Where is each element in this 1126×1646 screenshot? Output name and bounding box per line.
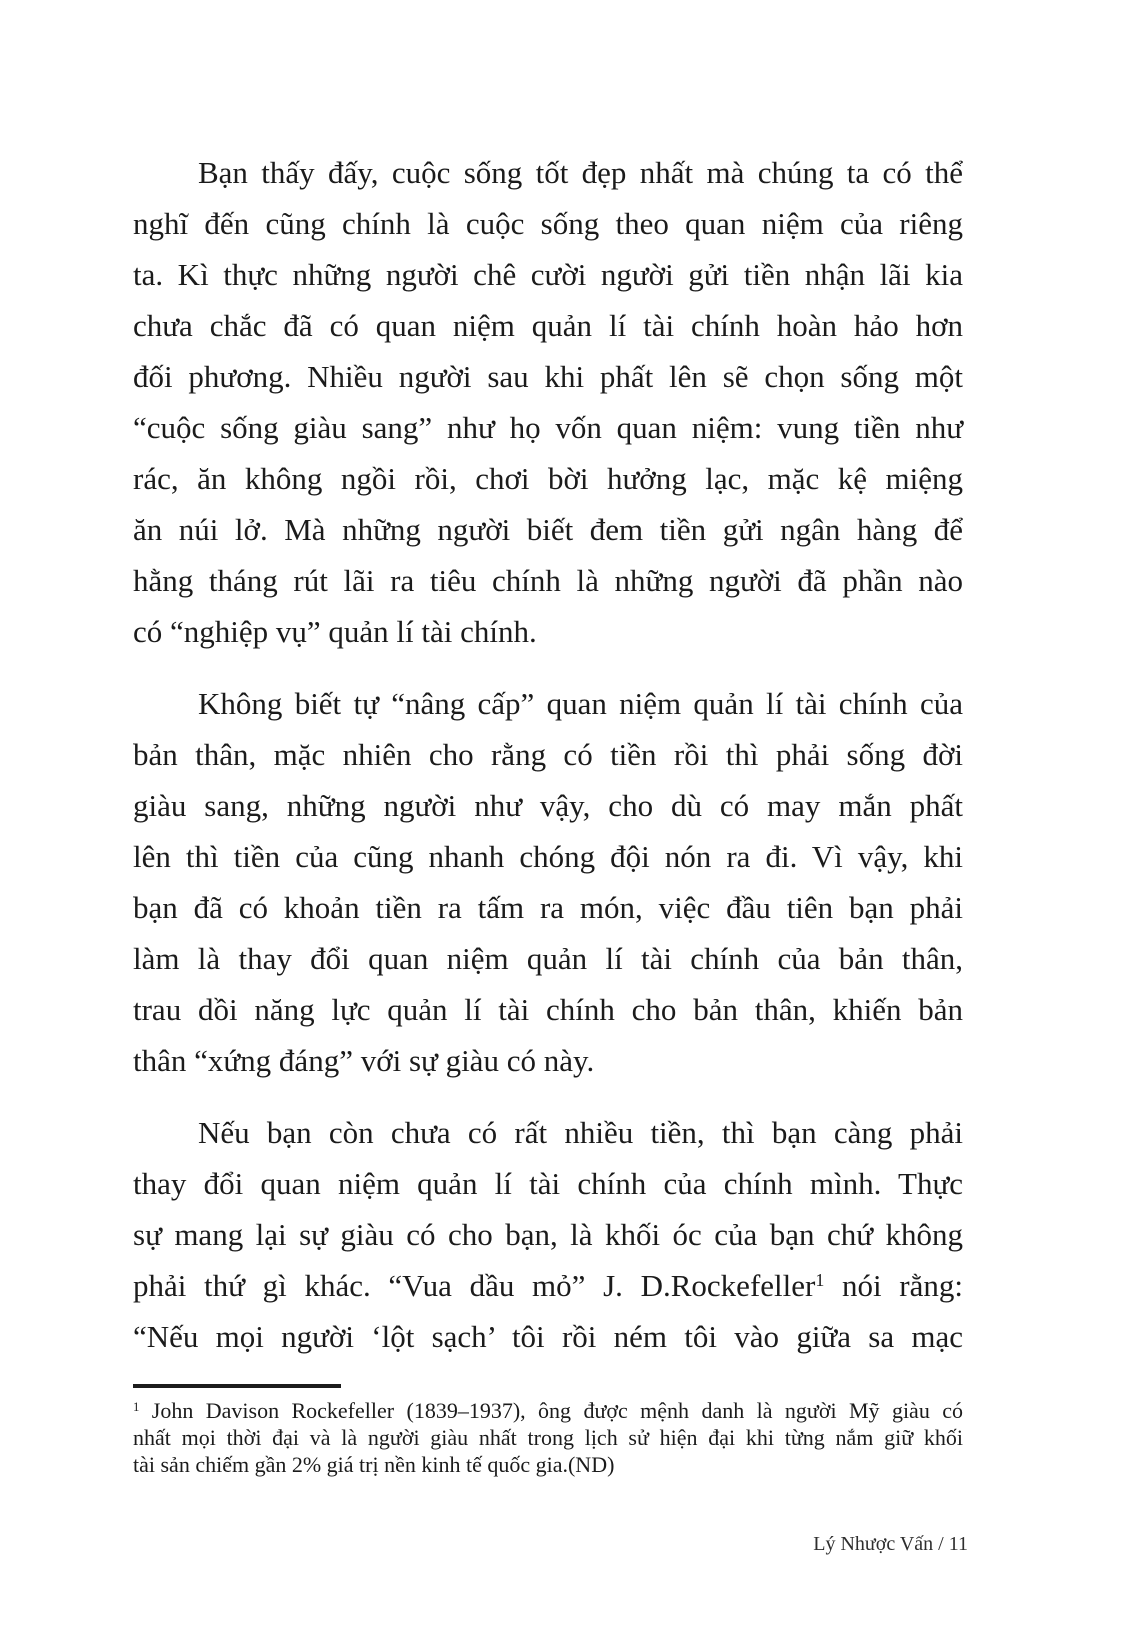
text-line: làm là thay đổi quan niệm quản lí tài chính của bản thân, bbox=[133, 941, 963, 976]
text-line: nghĩ đến cũng chính là cuộc sống theo quan niệm của riêng bbox=[133, 206, 963, 241]
text-line: bạn đã có khoản tiền ra tấm ra món, việc đầu tiên bạn phải bbox=[133, 890, 963, 925]
text-line: Không biết tự “nâng cấp” quan niệm quản lí tài chính của bbox=[198, 686, 963, 721]
text-line: ăn núi lở. Mà những người biết đem tiền gửi ngân hàng để bbox=[133, 512, 963, 547]
text-line: hằng tháng rút lãi ra tiêu chính là những người đã phần nào bbox=[133, 563, 963, 598]
body-text bbox=[133, 147, 963, 1478]
text-line: giàu sang, những người như vậy, cho dù có may mắn phất bbox=[133, 788, 963, 823]
footnote-reference: 1 bbox=[815, 1270, 825, 1291]
text-line: đối phương. Nhiều người sau khi phất lên sẽ chọn sống một bbox=[133, 359, 963, 394]
footnote-line bbox=[133, 1397, 963, 1424]
text-line: có “nghiệp vụ” quản lí tài chính. bbox=[133, 614, 537, 649]
footnote-marker: 1 bbox=[133, 1399, 140, 1414]
text-line: “cuộc sống giàu sang” như họ vốn quan niệm: vung tiền như bbox=[133, 410, 963, 445]
text-segment: phải thứ gì khác. “Vua dầu mỏ” J. D.Rockefeller bbox=[133, 1268, 816, 1303]
text-line: bản thân, mặc nhiên cho rằng có tiền rồi thì phải sống đời bbox=[133, 737, 963, 772]
text-segment: John Davison Rockefeller (1839–1937), ông được mệnh danh là người Mỹ giàu có bbox=[139, 1398, 963, 1423]
footnote-separator bbox=[133, 1384, 341, 1388]
footnote-line: nhất mọi thời đại và là người giàu nhất trong lịch sử hiện đại khi từng nắm giữ khối bbox=[133, 1425, 963, 1450]
text-line: “Nếu mọi người ‘lột sạch’ tôi rồi ném tôi vào giữa sa mạc bbox=[133, 1319, 963, 1354]
paragraph-2 bbox=[133, 678, 963, 1086]
text-line: rác, ăn không ngồi rồi, chơi bời hưởng lạc, mặc kệ miệng bbox=[133, 461, 963, 496]
text-line: sự mang lại sự giàu có cho bạn, là khối óc của bạn chứ không bbox=[133, 1217, 963, 1252]
text-line: ta. Kì thực những người chê cười người gửi tiền nhận lãi kia bbox=[133, 257, 963, 292]
text-line: thân “xứng đáng” với sự giàu có này. bbox=[133, 1043, 595, 1078]
paragraph-3 bbox=[133, 1107, 963, 1362]
footnote-line: tài sản chiếm gần 2% giá trị nền kinh tế quốc gia.(ND) bbox=[133, 1452, 615, 1477]
text-line bbox=[133, 1260, 963, 1311]
text-line: lên thì tiền của cũng nhanh chóng đội nón ra đi. Vì vậy, khi bbox=[133, 839, 963, 874]
text-line: thay đổi quan niệm quản lí tài chính của chính mình. Thực bbox=[133, 1166, 963, 1201]
text-line: chưa chắc đã có quan niệm quản lí tài chính hoàn hảo hơn bbox=[133, 308, 963, 343]
paragraph-1 bbox=[133, 147, 963, 657]
text-segment: nói rằng: bbox=[824, 1268, 963, 1303]
page-footer: Lý Nhược Vấn / 11 bbox=[813, 1533, 968, 1555]
text-line: Nếu bạn còn chưa có rất nhiều tiền, thì bạn càng phải bbox=[198, 1115, 963, 1150]
text-line: Bạn thấy đấy, cuộc sống tốt đẹp nhất mà chúng ta có thể bbox=[198, 155, 963, 190]
text-line: trau dồi năng lực quản lí tài chính cho bản thân, khiến bản bbox=[133, 992, 963, 1027]
footnote bbox=[133, 1384, 963, 1478]
